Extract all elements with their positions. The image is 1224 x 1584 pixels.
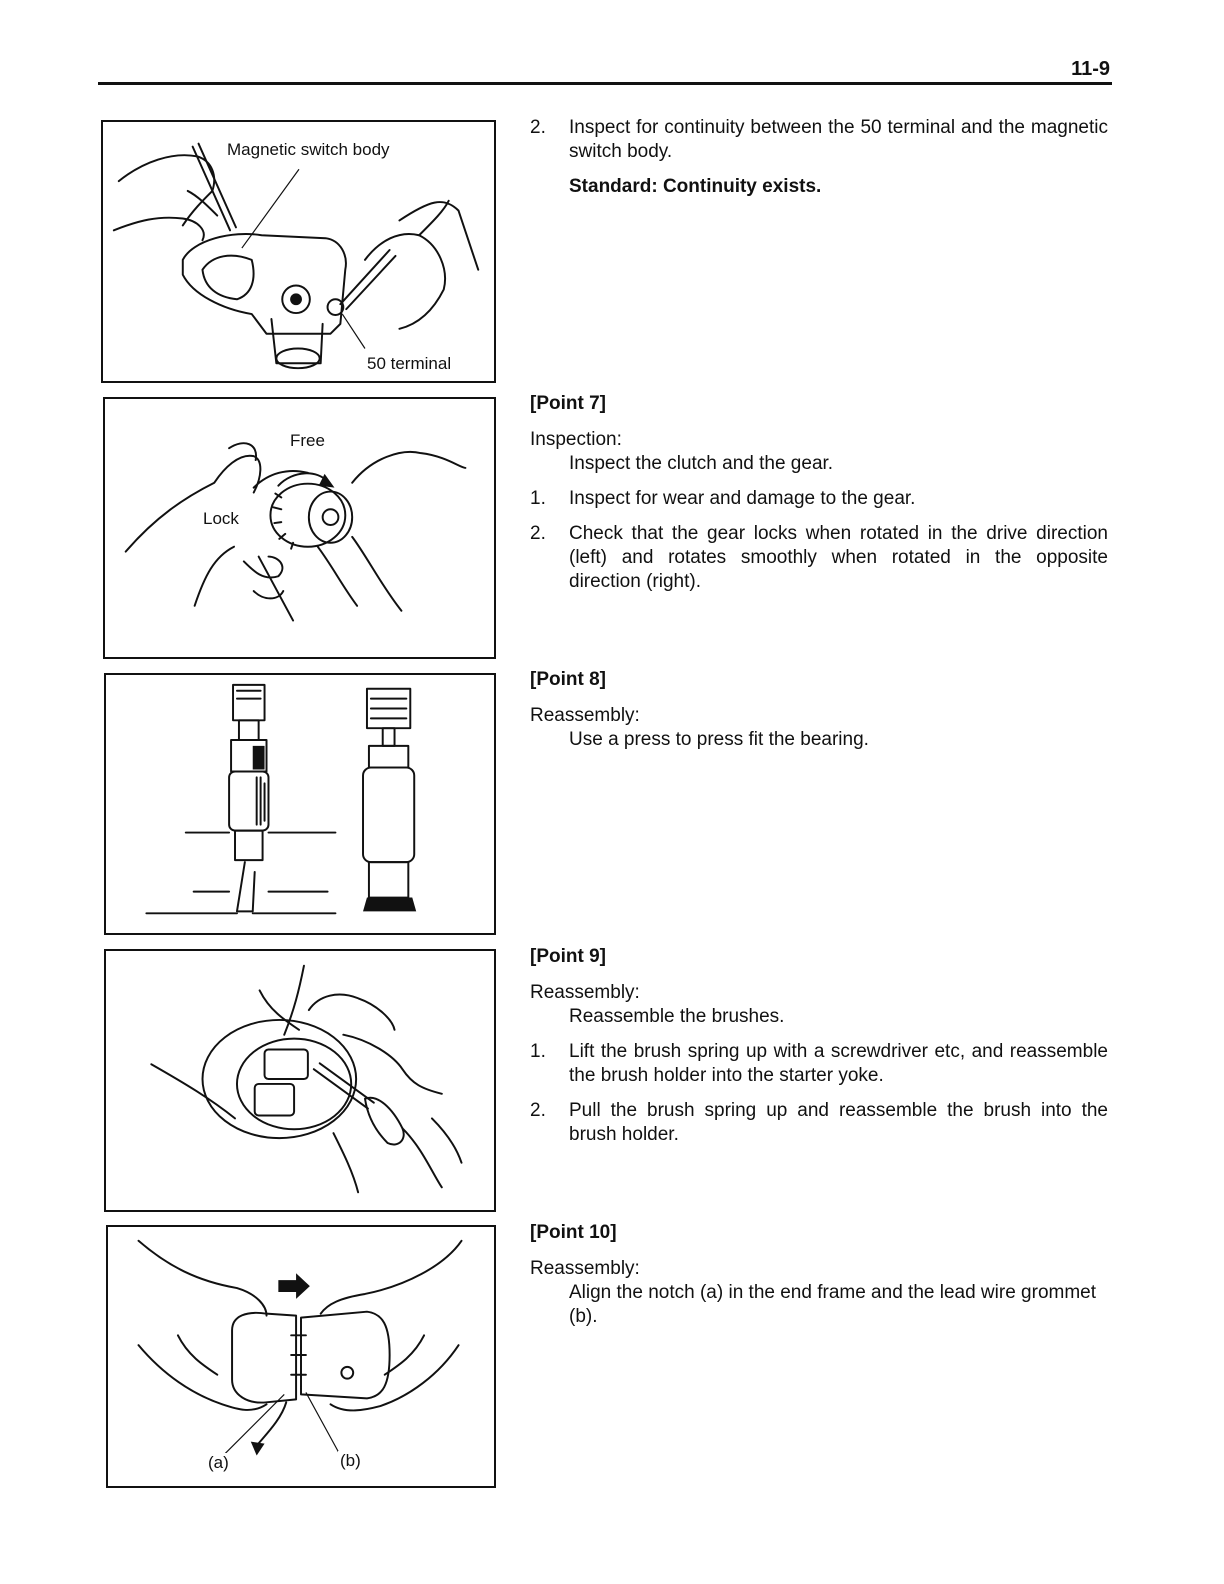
point-9-subheading: Reassembly: bbox=[530, 982, 640, 1003]
item-number: 1. bbox=[530, 488, 546, 509]
label-lock: Lock bbox=[203, 509, 239, 528]
heading-point-9: [Point 9] bbox=[530, 946, 606, 967]
point-8-subheading: Reassembly: bbox=[530, 705, 640, 726]
section-point-8 bbox=[530, 668, 1108, 752]
item-number: 2. bbox=[530, 1100, 546, 1121]
header-rule bbox=[98, 82, 1112, 85]
section-point-10 bbox=[530, 1221, 1108, 1329]
point-7-intro: Inspect the clutch and the gear. bbox=[569, 453, 834, 474]
press-bearing-illustration bbox=[106, 675, 494, 933]
item-text: Check that the gear locks when rotated in the drive direction (left) and rotates smoothly when rotated in the opposite direction (right). bbox=[569, 523, 1108, 592]
section-continuity bbox=[530, 116, 1108, 199]
section-point-9 bbox=[530, 945, 1108, 1147]
figure-press-bearing bbox=[104, 673, 496, 935]
page-number: 11-9 bbox=[1071, 58, 1110, 80]
notch-grommet-illustration bbox=[108, 1227, 494, 1486]
item-text: Inspect for wear and damage to the gear. bbox=[569, 488, 916, 509]
brush-reassembly-illustration bbox=[106, 951, 494, 1210]
figure-clutch-gear bbox=[103, 397, 496, 659]
label-free: Free bbox=[290, 431, 325, 450]
point-7-item-2 bbox=[530, 522, 1108, 594]
figure-notch-grommet bbox=[106, 1225, 496, 1488]
heading-point-8: [Point 8] bbox=[530, 669, 606, 690]
section-point-7 bbox=[530, 392, 1108, 594]
item-number: 2. bbox=[530, 117, 546, 138]
point-7-item-1 bbox=[530, 487, 1108, 511]
label-grommet-b: (b) bbox=[340, 1451, 361, 1470]
label-notch-a: (a) bbox=[208, 1453, 229, 1472]
figure-brush-reassembly bbox=[104, 949, 496, 1212]
item-number: 1. bbox=[530, 1041, 546, 1062]
point-9-item-2 bbox=[530, 1099, 1108, 1147]
point-8-intro: Use a press to press fit the bearing. bbox=[569, 729, 869, 750]
point-7-subheading: Inspection: bbox=[530, 429, 622, 450]
item-text: Lift the brush spring up with a screwdriver etc, and reassemble the brush holder into the starter yoke. bbox=[569, 1041, 1108, 1086]
item-text: Inspect for continuity between the 50 terminal and the magnetic switch body. bbox=[569, 117, 1108, 162]
figure-magnetic-switch-continuity bbox=[101, 120, 496, 383]
point-9-item-1 bbox=[530, 1040, 1108, 1088]
point-10-intro: Align the notch (a) in the end frame and the lead wire grommet (b). bbox=[569, 1282, 1097, 1327]
heading-point-7: [Point 7] bbox=[530, 393, 606, 414]
item-number: 2. bbox=[530, 523, 546, 544]
label-magnetic-switch-body: Magnetic switch body bbox=[227, 140, 390, 159]
point-9-intro: Reassemble the brushes. bbox=[569, 1006, 785, 1027]
label-50-terminal: 50 terminal bbox=[367, 354, 452, 373]
point-10-subheading: Reassembly: bbox=[530, 1258, 640, 1279]
heading-point-10: [Point 10] bbox=[530, 1222, 617, 1243]
magnetic-switch-illustration bbox=[103, 122, 494, 381]
continuity-item bbox=[530, 116, 1108, 164]
item-text: Pull the brush spring up and reassemble the brush into the brush holder. bbox=[569, 1100, 1108, 1145]
standard-text: Standard: Continuity exists. bbox=[569, 176, 822, 197]
